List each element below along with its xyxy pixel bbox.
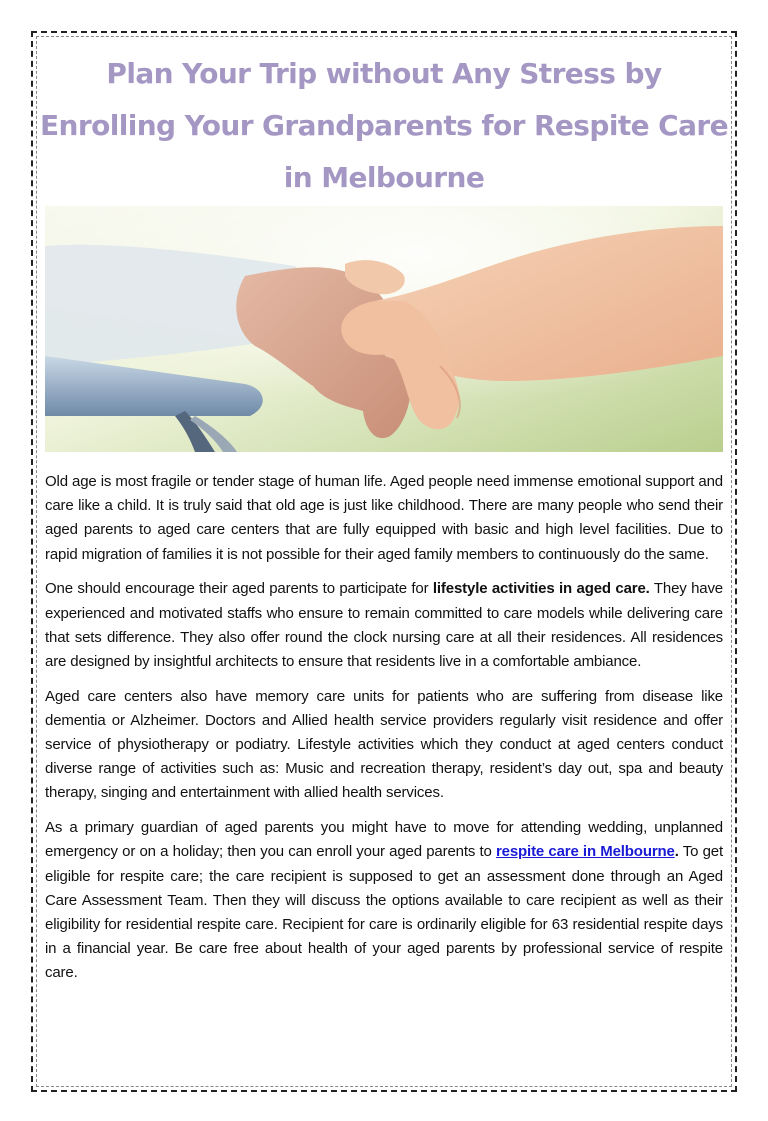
paragraph-4-rest: To get eligible for respite care; the care recipient is supposed to get an assessment done through an Aged Care Assessment Team. Then they will discuss the options available to care recipient as well as their eligibility for residential respite care. Recipient for care is ordinarily eligible for 63 residential respite days in a financial year. Be care free about health of your aged parents by professional service of respite care. bbox=[45, 843, 723, 982]
lifestyle-activities-phrase: lifestyle activities in aged care. bbox=[432, 580, 650, 598]
paragraph-3: Aged care centers also have memory care units for patients who are suffering from disease like dementia or Alzheimer. Doctors and Allied health service providers regularly visit residence and offer service of physiotherapy or podiatry. Lifestyle activities which they conduct at aged centers conduct diverse range of activities such as: Music and recreation therapy, resident’s day out, spa and beauty therapy, singing and entertainment with allied health services. bbox=[45, 687, 723, 802]
article-body bbox=[45, 470, 723, 996]
paragraph-4 bbox=[45, 816, 723, 985]
respite-care-link[interactable]: respite care in Melbourne bbox=[495, 843, 675, 861]
hands-illustration bbox=[45, 206, 723, 452]
link-period: . bbox=[674, 843, 679, 861]
page-title: Plan Your Trip without Any Stress by Enrolling Your Grandparents for Respite Care in Melbourne bbox=[40, 57, 728, 194]
paragraph-2-lead: One should encourage their aged parents to participate for bbox=[45, 580, 433, 598]
paragraph-1: Old age is most fragile or tender stage of human life. Aged people need immense emotional support and care like a child. It is truly said that old age is just like childhood. There are many people who send their aged parents to aged care centers that are fully equipped with basic and high level facilities. Due to rapid migration of families it is not possible for their aged family members to continuously do the same. bbox=[45, 473, 723, 563]
paragraph-2-rest: They have experienced and motivated staffs who ensure to remain committed to care models while delivering care that sets difference. They also offer round the clock nursing care at all their residences. All residences are designed by insightful architects to ensure that residents live in a comfortable ambiance. bbox=[45, 580, 723, 670]
paragraph-4-lead: As a primary guardian of aged parents you might have to move for attending wedding, unplanned emergency or on a holiday; then you can enroll your aged parents to bbox=[45, 819, 723, 861]
paragraph-2 bbox=[45, 577, 723, 674]
hero-image bbox=[45, 206, 723, 452]
